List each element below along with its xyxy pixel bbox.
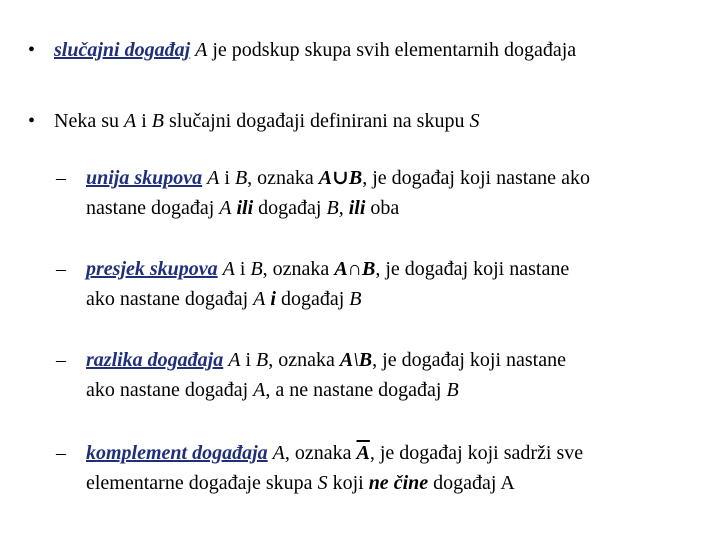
sub-dash: – — [56, 349, 66, 371]
emph-i: i — [270, 288, 276, 310]
difference-rest1: , je događaj koji nastane — [372, 349, 566, 371]
difference-line2-pre: ako nastane događaj — [86, 379, 249, 401]
term-difference: razlika događaja — [86, 349, 224, 371]
emph-ne-cine: ne čine — [368, 472, 429, 494]
var-a: A — [253, 379, 266, 401]
var-b: B — [349, 288, 362, 310]
sub-dash: – — [56, 167, 66, 189]
conj-i: i — [245, 349, 252, 371]
bullet1-rest: je podskup skupa svih elementarnih događaja — [212, 39, 577, 61]
bullet-dot: • — [28, 110, 36, 132]
var-a: A — [228, 349, 241, 371]
intersection-rest1: , je događaj koji nastane — [375, 258, 570, 280]
term-union: unija skupova — [86, 167, 203, 189]
difference-symbol: A\B — [339, 349, 373, 371]
complement-line2-mid: koji — [332, 472, 364, 494]
complement-line2-end: događaj A — [433, 472, 515, 494]
sub-complement — [56, 438, 583, 498]
union-line2-pre: nastane događaj — [86, 197, 215, 219]
sub-difference — [56, 345, 566, 405]
conj-i: i — [239, 258, 246, 280]
var-a: A — [195, 39, 208, 61]
intersection-line2-pre: ako nastane događaj — [86, 288, 249, 310]
var-b: B, — [326, 197, 344, 219]
emph-ili: ili — [348, 197, 366, 219]
intersection-line2 — [56, 284, 569, 314]
var-b: B — [234, 167, 248, 189]
sub-union — [56, 163, 590, 223]
bullet2-rest: slučajni događaji definirani na skupu — [168, 110, 465, 132]
oznaka-label: , oznaka — [262, 258, 330, 280]
var-s: S — [317, 472, 328, 494]
var-b: B — [250, 258, 263, 280]
union-rest1: , je događaj koji nastane ako — [362, 167, 590, 189]
union-line2-end: oba — [370, 197, 400, 219]
var-s: S — [469, 110, 480, 132]
union-line2-mid: događaj — [258, 197, 322, 219]
var-a: A — [272, 442, 285, 464]
var-a: A — [207, 167, 220, 189]
oznaka-label: , oznaka — [247, 167, 314, 189]
bullet-random-event — [28, 35, 576, 65]
bullet-dot: • — [28, 39, 36, 61]
term-complement: komplement događaja — [86, 442, 268, 464]
var-b: B — [151, 110, 164, 132]
var-b: B — [446, 379, 459, 401]
term-intersection: presjek skupova — [86, 258, 218, 280]
intersection-line2-mid: događaj — [280, 288, 345, 310]
bullet2-pre: Neka su — [54, 110, 119, 132]
var-b: B — [256, 349, 269, 371]
union-symbol: A∪B — [318, 167, 363, 189]
conj-i: i — [141, 110, 147, 132]
oznaka-label: , oznaka — [268, 349, 335, 371]
oznaka-label: , oznaka — [284, 442, 352, 464]
var-a: A — [123, 110, 137, 132]
complement-symbol: $\overline{A}$ — [356, 442, 370, 464]
sub-intersection — [56, 254, 569, 314]
complement-line2 — [56, 468, 583, 498]
var-a: A — [222, 258, 235, 280]
union-line2 — [56, 193, 590, 223]
complement-line2-pre: elementarne događaje skupa — [86, 472, 313, 494]
complement-rest1: , je događaj koji sadrži sve — [369, 442, 584, 464]
intersection-symbol: A∩B — [334, 258, 376, 280]
conj-i: i — [224, 167, 230, 189]
emph-ili: ili — [236, 197, 254, 219]
var-a: A — [219, 197, 232, 219]
var-a: A — [253, 288, 266, 310]
difference-line2 — [56, 375, 566, 405]
term-random-event: slučajni događaj — [54, 39, 191, 61]
difference-line2-mid: , a ne nastane događaj — [265, 379, 442, 401]
sub-dash: – — [56, 442, 66, 464]
sub-dash: – — [56, 258, 66, 280]
bullet-events-defined — [28, 106, 479, 136]
